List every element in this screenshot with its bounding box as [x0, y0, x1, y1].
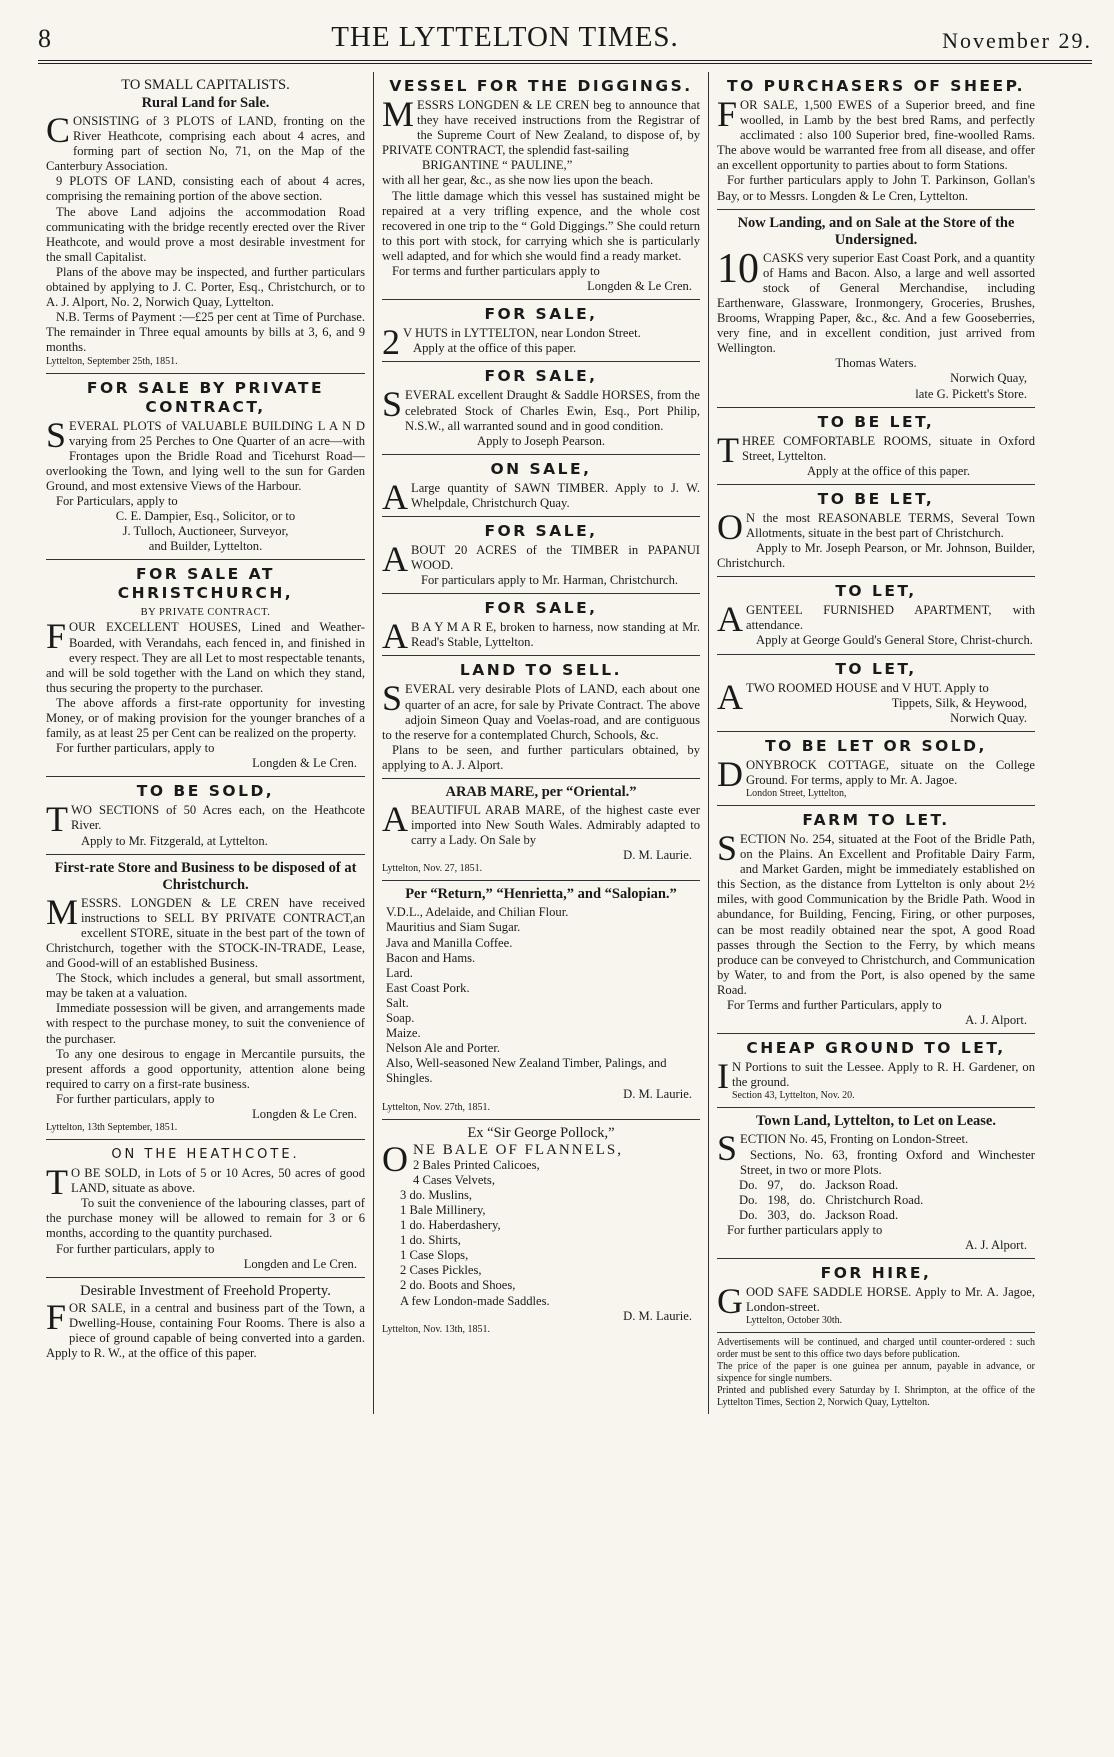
list-item: 3 do. Muslins,	[400, 1187, 473, 1202]
list-item: Also, Well-seasoned New Zealand Timber, Palings, and Shingles.	[386, 1056, 667, 1086]
ad-date: Lyttelton, Nov. 13th, 1851.	[382, 1323, 490, 1335]
ad-text: ONYBROCK COTTAGE, situate on the College Ground. For terms, apply to Mr. A. Jagoe.	[746, 757, 1035, 787]
ad-contact: C. E. Dampier, Esq., Solicitor, or to	[115, 509, 296, 524]
list-item: 1 do. Haberdashery,	[400, 1218, 501, 1233]
ad-body	[717, 828, 1035, 998]
footer-price: The price of the paper is one guinea per annum, payable in advance, or sixpence for single numbers.	[717, 1361, 1035, 1385]
list-item: 2 Bales Printed Calicoes,	[413, 1157, 540, 1172]
ad-body: To any one desirous to engage in Mercantile pursuits, the present affords a good opportunity, attention alone being required to carry on a first-rate business.	[46, 1046, 365, 1091]
page-number: 8	[38, 24, 51, 53]
ad-body: For further particulars apply to	[727, 1222, 883, 1237]
ad-heading: FOR SALE,	[484, 599, 598, 618]
goods-list	[382, 905, 700, 1086]
table-cell: do.	[799, 1207, 816, 1222]
masthead	[38, 18, 1092, 54]
ad-cheap-ground	[717, 1034, 1035, 1108]
ad-text: ONSISTING of 3 PLOTS of LAND, fronting on the River Heathcote, comprising each about 4 acres, and forming part of section No, 71, on the Map of the Canterbury Association.	[46, 114, 365, 174]
table-cell: Christchurch Road.	[825, 1192, 924, 1207]
ad-text: OR SALE, 1,500 EWES of a Superior breed, and fine woolled, in Lamb by the best bred Rams, and perfectly acclimated : also 100 Superior bred, fine-woolled Rams. The above would be warranted free from all disease, and offer an excellent opportunity to parties about to form Stations.	[717, 98, 1035, 173]
ad-heading: TO BE LET,	[817, 489, 935, 508]
drop-cap: O	[382, 1138, 410, 1179]
ad-papanui	[382, 517, 700, 594]
ad-body: with all her gear, &c., as she now lies upon the beach.	[382, 173, 654, 188]
ad-farm-to-let	[717, 806, 1035, 1034]
table-cell: 97,	[767, 1177, 784, 1192]
ad-text: OR SALE, in a central and business part of the Town, a Dwelling-House, containing Four Rooms. There is also a piece of ground capable of being converted into a garden. Apply to R. W., at the office of this paper.	[46, 1300, 365, 1360]
list-item: A few London-made Saddles.	[400, 1293, 550, 1308]
list-item: 1 Case Slops,	[400, 1248, 469, 1263]
list-item: V.D.L., Adelaide, and Chilian Flour.	[386, 905, 569, 920]
ad-body: Apply at George Gould's General Store, Christ-church.	[756, 633, 1033, 648]
ad-body: The above Land adjoins the accommodation Road communicating with the bridge recently erected over the River Heathcote, and would prove a most desirable investment for the small Capitalist.	[46, 204, 365, 264]
ad-heading: ON SALE,	[490, 459, 592, 478]
ad-text: CASKS very superior East Coast Pork, and a quantity of Hams and Bacon. Also, a large and well assorted stock of General Merchandise, including Earthenware, Glassware, Ironmongery, Groceries, Brushes, Brooms, Wrapping Paper, &c., &c. And a few Gooseberries, very fine, and in excellent condition, just arrived from Wellington.	[717, 250, 1035, 356]
table-row	[739, 1178, 933, 1193]
drop-cap: S	[382, 384, 403, 425]
drop-cap: T	[717, 429, 739, 470]
list-item: 1 do. Shirts,	[400, 1233, 461, 1248]
vessel-name: BRIGANTINE “ PAULINE,”	[422, 158, 573, 173]
ad-body: Apply to Mr. Fitzgerald, at Lyttelton.	[81, 833, 268, 848]
drop-cap: F	[46, 1296, 67, 1337]
ad-text: OUR EXCELLENT HOUSES, Lined and Weather-Boarded, with Verandahs, each fenced in, and finished in every respect. They are all Let to most respectable tenants, and will be sold together with the Land on which they stand, thus securing the property to the purchaser.	[46, 620, 365, 695]
ad-now-landing	[717, 210, 1035, 408]
ad-heading: LAND TO SELL.	[459, 661, 623, 680]
ad-signature: D. M. Laurie.	[623, 1308, 692, 1323]
ad-heading: TO BE LET,	[817, 412, 935, 431]
ad-heading: TO BE LET OR SOLD,	[765, 736, 987, 755]
drop-cap: S	[717, 1128, 738, 1169]
drop-cap: M	[382, 94, 415, 134]
ad-body: Apply at the office of this paper.	[413, 341, 577, 356]
ad-body: For further particulars, apply to	[56, 741, 215, 756]
drop-cap: C	[46, 110, 71, 150]
ad-body: The Stock, which includes a general, but small assortment, may be taken at a valuation.	[46, 971, 365, 1001]
ad-contact: and Builder, Lyttelton.	[148, 539, 263, 554]
ad-text: NE BALE OF FLANNELS,	[413, 1141, 624, 1158]
footer-notice: Advertisements will be continued, and charged until counter-ordered : such order must be sent to this office two days before publication.	[717, 1337, 1035, 1361]
ad-date: Lyttelton, Nov. 27, 1851.	[382, 863, 483, 875]
ad-signature: Longden & Le Cren.	[252, 1106, 357, 1121]
ad-heading: TO LET,	[835, 582, 917, 601]
ad-subheading: Rural Land for Sale.	[141, 95, 270, 111]
ad-body: Sections, No. 63, fronting Oxford and Winchester Street, in two or more Plots.	[740, 1147, 1035, 1177]
list-item: 2 do. Boots and Shoes,	[400, 1278, 516, 1293]
ad-body	[382, 799, 700, 848]
ad-signature: Longden and Le Cren.	[243, 1256, 357, 1271]
drop-cap: A	[382, 538, 408, 579]
drop-cap: 2	[382, 322, 400, 363]
column-3	[708, 72, 1043, 1414]
ad-to-be-sold	[46, 777, 365, 854]
ad-body	[382, 94, 700, 158]
ad-heading: Town Land, Lyttelton, to Let on Lease.	[756, 1113, 996, 1130]
table-row	[739, 1193, 933, 1208]
ad-heading: FOR HIRE,	[820, 1263, 932, 1282]
footer-imprint: Printed and published every Saturday by I. Shrimpton, at the office of the Lyttelton Times, Section 2, Norwich Quay, Lyttelton.	[717, 1385, 1035, 1409]
drop-cap: I	[717, 1056, 729, 1097]
ad-heading: Desirable Investment of Freehold Property.	[80, 1282, 331, 1299]
ad-body: For particulars apply to Mr. Harman, Christchurch.	[421, 573, 679, 588]
ad-huts	[382, 300, 700, 362]
ad-heading: TO LET,	[835, 659, 917, 678]
ad-body	[46, 891, 365, 971]
ad-heading: TO BE SOLD,	[136, 782, 275, 801]
ad-date: Section 43, Lyttelton, Nov. 20.	[732, 1090, 855, 1102]
ad-contact: Norwich Quay,	[950, 371, 1027, 386]
ad-body: To suit the convenience of the labouring classes, part of the purchase money will be allowed to remain for 3 or 6 months, according to the quantity purchased.	[46, 1196, 365, 1241]
drop-cap: S	[717, 828, 738, 868]
ad-text: OOD SAFE SADDLE HORSE. Apply to Mr. A. Jagoe, London-street.	[746, 1284, 1035, 1314]
ad-text: ESSRS LONGDEN & LE CREN beg to announce that they have received instructions from the Registrar of the Supreme Court of New Zealand, to dispose of, by PRIVATE CONTRACT, the splendid fast-sailing	[382, 98, 700, 158]
ad-bay-mare	[382, 594, 700, 656]
ad-body: For Terms and further Particulars, apply to	[727, 998, 942, 1013]
ad-body: For further particulars apply to John T. Parkinson, Gollan's Bay, or to Messrs. Longden & Le Cren, Lyttelton.	[717, 173, 1035, 203]
list-item: Lard.	[386, 965, 413, 980]
ad-apartment	[717, 577, 1035, 654]
ad-signature: D. M. Laurie.	[623, 848, 692, 863]
table-cell: Jackson Road.	[825, 1177, 899, 1192]
ad-heading: TO PURCHASERS OF SHEEP.	[727, 77, 1025, 95]
ad-body	[46, 1162, 365, 1203]
ad-body: Apply to Mr. Joseph Pearson, or Mr. Johnson, Builder, Christchurch.	[717, 541, 1035, 571]
list-item: East Coast Pork.	[386, 980, 470, 995]
ad-heading: FOR SALE AT CHRISTCHURCH,	[117, 565, 294, 603]
ad-body	[46, 799, 365, 840]
ad-signature: A. J. Alport.	[965, 1237, 1027, 1252]
drop-cap: S	[382, 678, 403, 719]
ad-text: ECTION No. 254, situated at the Foot of the Bridle Path, on the Plains. An Excellent and Profitable Dairy Farm, and Market Garden, might be immediately established on this Section, as the distance from Lyttelton is only about 2½ miles, with good Communication by the Bridle Path. Wood in abundance, for Building, Fencing, Firing, or other purposes, can be most readily obtained near the spot, A good Road passes through the Section to the Ferry, by which means produce can be conveyed to Christchurch, and Communication by Water, to and from the Port, is also opened by the same Road.	[717, 832, 1035, 997]
table-cell: Jackson Road.	[825, 1207, 899, 1222]
table-row	[739, 1208, 933, 1223]
drop-cap: O	[717, 506, 743, 547]
table-cell: do.	[799, 1192, 816, 1207]
ad-body: Plans to be seen, and further particulars obtained, by applying to A. J. Alport.	[382, 742, 700, 772]
ad-subheading: BY PRIVATE CONTRACT.	[140, 607, 271, 619]
ad-heading: FOR SALE,	[484, 521, 598, 540]
ad-contact: Norwich Quay.	[950, 710, 1027, 725]
ad-body: For further particulars, apply to	[56, 1241, 215, 1256]
ad-body	[382, 538, 700, 579]
publication-footer	[717, 1333, 1035, 1414]
ad-heading: Ex “Sir George Pollock,”	[467, 1124, 615, 1141]
ad-text: B A Y M A R E, broken to harness, now standing at Mr. Read's Stable, Lyttelton.	[411, 620, 700, 650]
ad-text: BEAUTIFUL ARAB MARE, of the highest caste ever imported into New South Wales. Admirably adapted to carry a Lady. On Sale by	[411, 803, 700, 848]
ad-body: For Particulars, apply to	[56, 493, 178, 508]
list-item: 2 Cases Pickles,	[400, 1263, 482, 1278]
ad-body: The above affords a first-rate opportunity for investing Money, or of making provision for the younger branches of a family, as at least 25 per Cent can be realized on the property.	[46, 695, 365, 741]
ad-heading: FOR SALE,	[484, 367, 598, 386]
ad-vessel	[382, 72, 700, 300]
ad-contact: J. Tulloch, Auctioneer, Surveyor,	[122, 524, 289, 539]
ad-body	[717, 94, 1035, 173]
ad-text: N Portions to suit the Lessee. Apply to R. H. Gardener, on the ground.	[732, 1060, 1035, 1090]
ad-donybrock-cottage	[717, 732, 1035, 806]
drop-cap: A	[717, 599, 743, 640]
list-item: Maize.	[386, 1026, 421, 1041]
ad-text: Large quantity of SAWN TIMBER. Apply to J. W. Whelpdale, Christchurch Quay.	[411, 480, 700, 510]
ad-three-rooms	[717, 408, 1035, 485]
ad-town-land	[717, 1108, 1035, 1258]
list-item: 1 Bale Millinery,	[400, 1202, 486, 1217]
ad-body: The little damage which this vessel has sustained might be repaired at a very trifling expence, and the whole cost recovered in one trip to the “ Gold Diggings.” She could return to this port with stock, for carrying which she is particularly well adapted, and for which she would find a ready market.	[382, 188, 700, 263]
ad-body: N.B. Terms of Payment :—£25 per cent at Time of Purchase. The remainder in Three equal amounts by bills at 3, 6, and 9 months.	[46, 310, 365, 355]
ad-contact: Apply at the office of this paper.	[806, 463, 971, 478]
ad-signature: A. J. Alport.	[965, 1013, 1027, 1028]
ad-heading: TO SMALL CAPITALISTS.	[121, 77, 290, 93]
ad-contact: Tippets, Silk, & Heywood,	[891, 695, 1027, 710]
drop-cap: A	[717, 676, 743, 717]
ad-body: 9 PLOTS OF LAND, consisting each of about 4 acres, comprising the remaining portion of the above section.	[46, 174, 365, 204]
drop-cap: D	[717, 753, 743, 794]
table-cell: Do.	[739, 1192, 758, 1207]
ad-provisions	[382, 881, 700, 1119]
ad-timber	[382, 455, 700, 517]
table-cell: 198,	[767, 1192, 790, 1207]
ad-heading: First-rate Store and Business to be disposed of at Christchurch.	[54, 859, 357, 893]
ad-text: ECTION No. 45, Fronting on London-Street.	[740, 1132, 969, 1147]
ad-land-to-sell	[382, 656, 700, 779]
list-item: 4 Cases Velvets,	[413, 1172, 495, 1187]
ad-body	[717, 245, 1035, 357]
drop-cap: T	[46, 799, 68, 840]
ad-heading: FOR SALE,	[484, 305, 598, 324]
ad-body: For further particulars, apply to	[56, 1091, 215, 1106]
ad-text: HREE COMFORTABLE ROOMS, situate in Oxford Street, Lyttelton.	[742, 433, 1035, 463]
table-cell: 303,	[767, 1207, 790, 1222]
ad-date: Lyttelton, September 25th, 1851.	[46, 355, 178, 367]
ad-signature: D. M. Laurie.	[623, 1086, 692, 1101]
list-item: Bacon and Hams.	[386, 950, 476, 965]
ad-for-hire	[717, 1259, 1035, 1333]
ad-town-allotments	[717, 485, 1035, 577]
ad-heading: FOR SALE BY PRIVATE CONTRACT,	[86, 378, 325, 416]
ad-text: EVERAL excellent Draught & Saddle HORSES, from the celebrated Stock of Charles Ewin, Esq., Port Philip, N.S.W., all warranted sound and in good condition.	[405, 388, 700, 433]
drop-cap: A	[382, 476, 408, 517]
drop-cap: A	[382, 799, 408, 839]
ad-heading: FARM TO LET.	[802, 811, 950, 829]
ad-christchurch-houses	[46, 560, 365, 777]
list-item: Java and Manilla Coffee.	[386, 935, 513, 950]
ad-body	[717, 429, 1035, 470]
ad-text: O BE SOLD, in Lots of 5 or 10 Acres, 50 acres of good LAND, situate as above.	[71, 1166, 365, 1196]
ad-contact: late G. Pickett's Store.	[915, 386, 1027, 401]
goods-list	[382, 1158, 700, 1309]
ad-store-business	[46, 855, 365, 1140]
drop-cap: A	[382, 616, 408, 657]
ad-text: N the most REASONABLE TERMS, Several Town Allotments, situate in the best part of Christchurch.	[746, 510, 1035, 540]
ad-date: London Street, Lyttelton,	[746, 788, 847, 799]
ad-text: GENTEEL FURNISHED APARTMENT, with attendance.	[746, 603, 1035, 633]
list-item: Mauritius and Siam Sugar.	[386, 920, 521, 935]
ad-body: For terms and further particulars apply to	[392, 264, 600, 279]
ad-arab-mare	[382, 779, 700, 881]
ad-body	[717, 506, 1035, 547]
ad-text: BOUT 20 ACRES of the TIMBER in PAPANUI WOOD.	[411, 542, 700, 573]
drop-cap: F	[46, 616, 67, 657]
drop-cap: S	[46, 414, 67, 455]
column-2	[373, 72, 708, 1414]
ad-date: Lyttelton, October 30th.	[746, 1315, 843, 1327]
list-item: Soap.	[386, 1011, 415, 1026]
list-item: Salt.	[386, 995, 409, 1010]
ad-private-contract	[46, 374, 365, 561]
ad-date: Lyttelton, Nov. 27th, 1851.	[382, 1101, 490, 1113]
ad-body	[382, 678, 700, 742]
drop-cap: F	[717, 94, 738, 134]
ad-body	[46, 616, 365, 695]
ad-heading: Now Landing, and on Sale at the Store of the Undersigned.	[737, 214, 1015, 248]
ad-text: ESSRS. LONGDEN & LE CREN have received instructions to SELL BY PRIVATE CONTRACT,an excellent STORE, situate in the best part of the town of Christchurch, together with the STOCK-IN-TRADE, Lease, and Good-will of an established Business.	[46, 895, 365, 971]
masthead-rule	[38, 60, 1092, 64]
ad-heading: CHEAP GROUND TO LET,	[746, 1039, 1006, 1058]
ad-heading: Per “Return,” “Henrietta,” and “Salopian.”	[405, 886, 677, 903]
ad-heading: ON THE HEATHCOTE.	[111, 1147, 300, 1163]
ad-text: EVERAL PLOTS of VALUABLE BUILDING L A N D varying from 25 Perches to One Quarter of an acre—with Frontages upon the Bridle Road and Ticehurst Road—overlooking the Town, and lying well to the sun for Garden Ground, and most extensive Views of the Harbour.	[46, 418, 365, 493]
ad-body: Immediate possession will be given, and arrangements made with respect to the purchase money, to suit the convenience of the purchaser.	[46, 1001, 365, 1046]
sections-table	[739, 1178, 933, 1223]
ad-text: WO SECTIONS of 50 Acres each, on the Heathcote River.	[71, 803, 365, 833]
ad-text: TWO ROOMED HOUSE and V HUT. Apply to	[746, 680, 989, 695]
drop-cap: 10	[717, 245, 759, 292]
ad-heathcote	[46, 1140, 365, 1278]
ad-body	[382, 384, 700, 433]
ad-sheep	[717, 72, 1035, 210]
ad-body	[46, 414, 365, 494]
drop-cap: M	[46, 891, 79, 932]
ad-body	[382, 476, 700, 517]
ad-date: Lyttelton, 13th September, 1851.	[46, 1122, 178, 1134]
table-cell: Do.	[739, 1207, 758, 1222]
ad-heading: ARAB MARE, per “Oriental.”	[445, 784, 637, 800]
drop-cap: T	[46, 1162, 68, 1203]
ad-horses	[382, 362, 700, 454]
ad-freehold	[46, 1278, 365, 1366]
ad-body: Plans of the above may be inspected, and further particulars obtained by applying to J. C. Porter, Esq., Christchurch, or to A. J. Alport, No. 2, Norwich Quay, Lyttelton.	[46, 264, 365, 310]
ad-text: V HUTS in LYTTELTON, near London Street.	[403, 326, 641, 341]
issue-date: November 29.	[942, 28, 1092, 53]
ad-body	[382, 616, 700, 657]
table-cell: Do.	[739, 1177, 758, 1192]
table-cell: do.	[799, 1177, 816, 1192]
ad-two-roomed-house	[717, 655, 1035, 732]
column-1	[38, 72, 373, 1414]
newspaper-title: THE LYTTELTON TIMES.	[331, 21, 679, 53]
ad-text: EVERAL very desirable Plots of LAND, each about one quarter of an acre, for sale by Private Contract. The above adjoin Simeon Quay and Voelas-road, and are contiguous to the reserve for a contemplated Church, Schools, &c.	[382, 682, 700, 742]
ad-body	[46, 1296, 365, 1361]
ad-signature: Longden & Le Cren.	[587, 279, 692, 294]
list-item: Nelson Ale and Porter.	[386, 1041, 501, 1056]
ad-signature: Longden & Le Cren.	[252, 756, 357, 771]
drop-cap: G	[717, 1280, 743, 1321]
ad-contact: Thomas Waters.	[835, 356, 917, 371]
ad-small-capitalists	[46, 72, 365, 374]
ad-sir-george-pollock	[382, 1120, 700, 1341]
ad-body	[46, 110, 365, 174]
columns	[38, 72, 1092, 1414]
ad-contact: Apply to Joseph Pearson.	[476, 433, 606, 448]
ad-body	[717, 599, 1035, 640]
ad-heading: VESSEL FOR THE DIGGINGS.	[389, 77, 693, 95]
